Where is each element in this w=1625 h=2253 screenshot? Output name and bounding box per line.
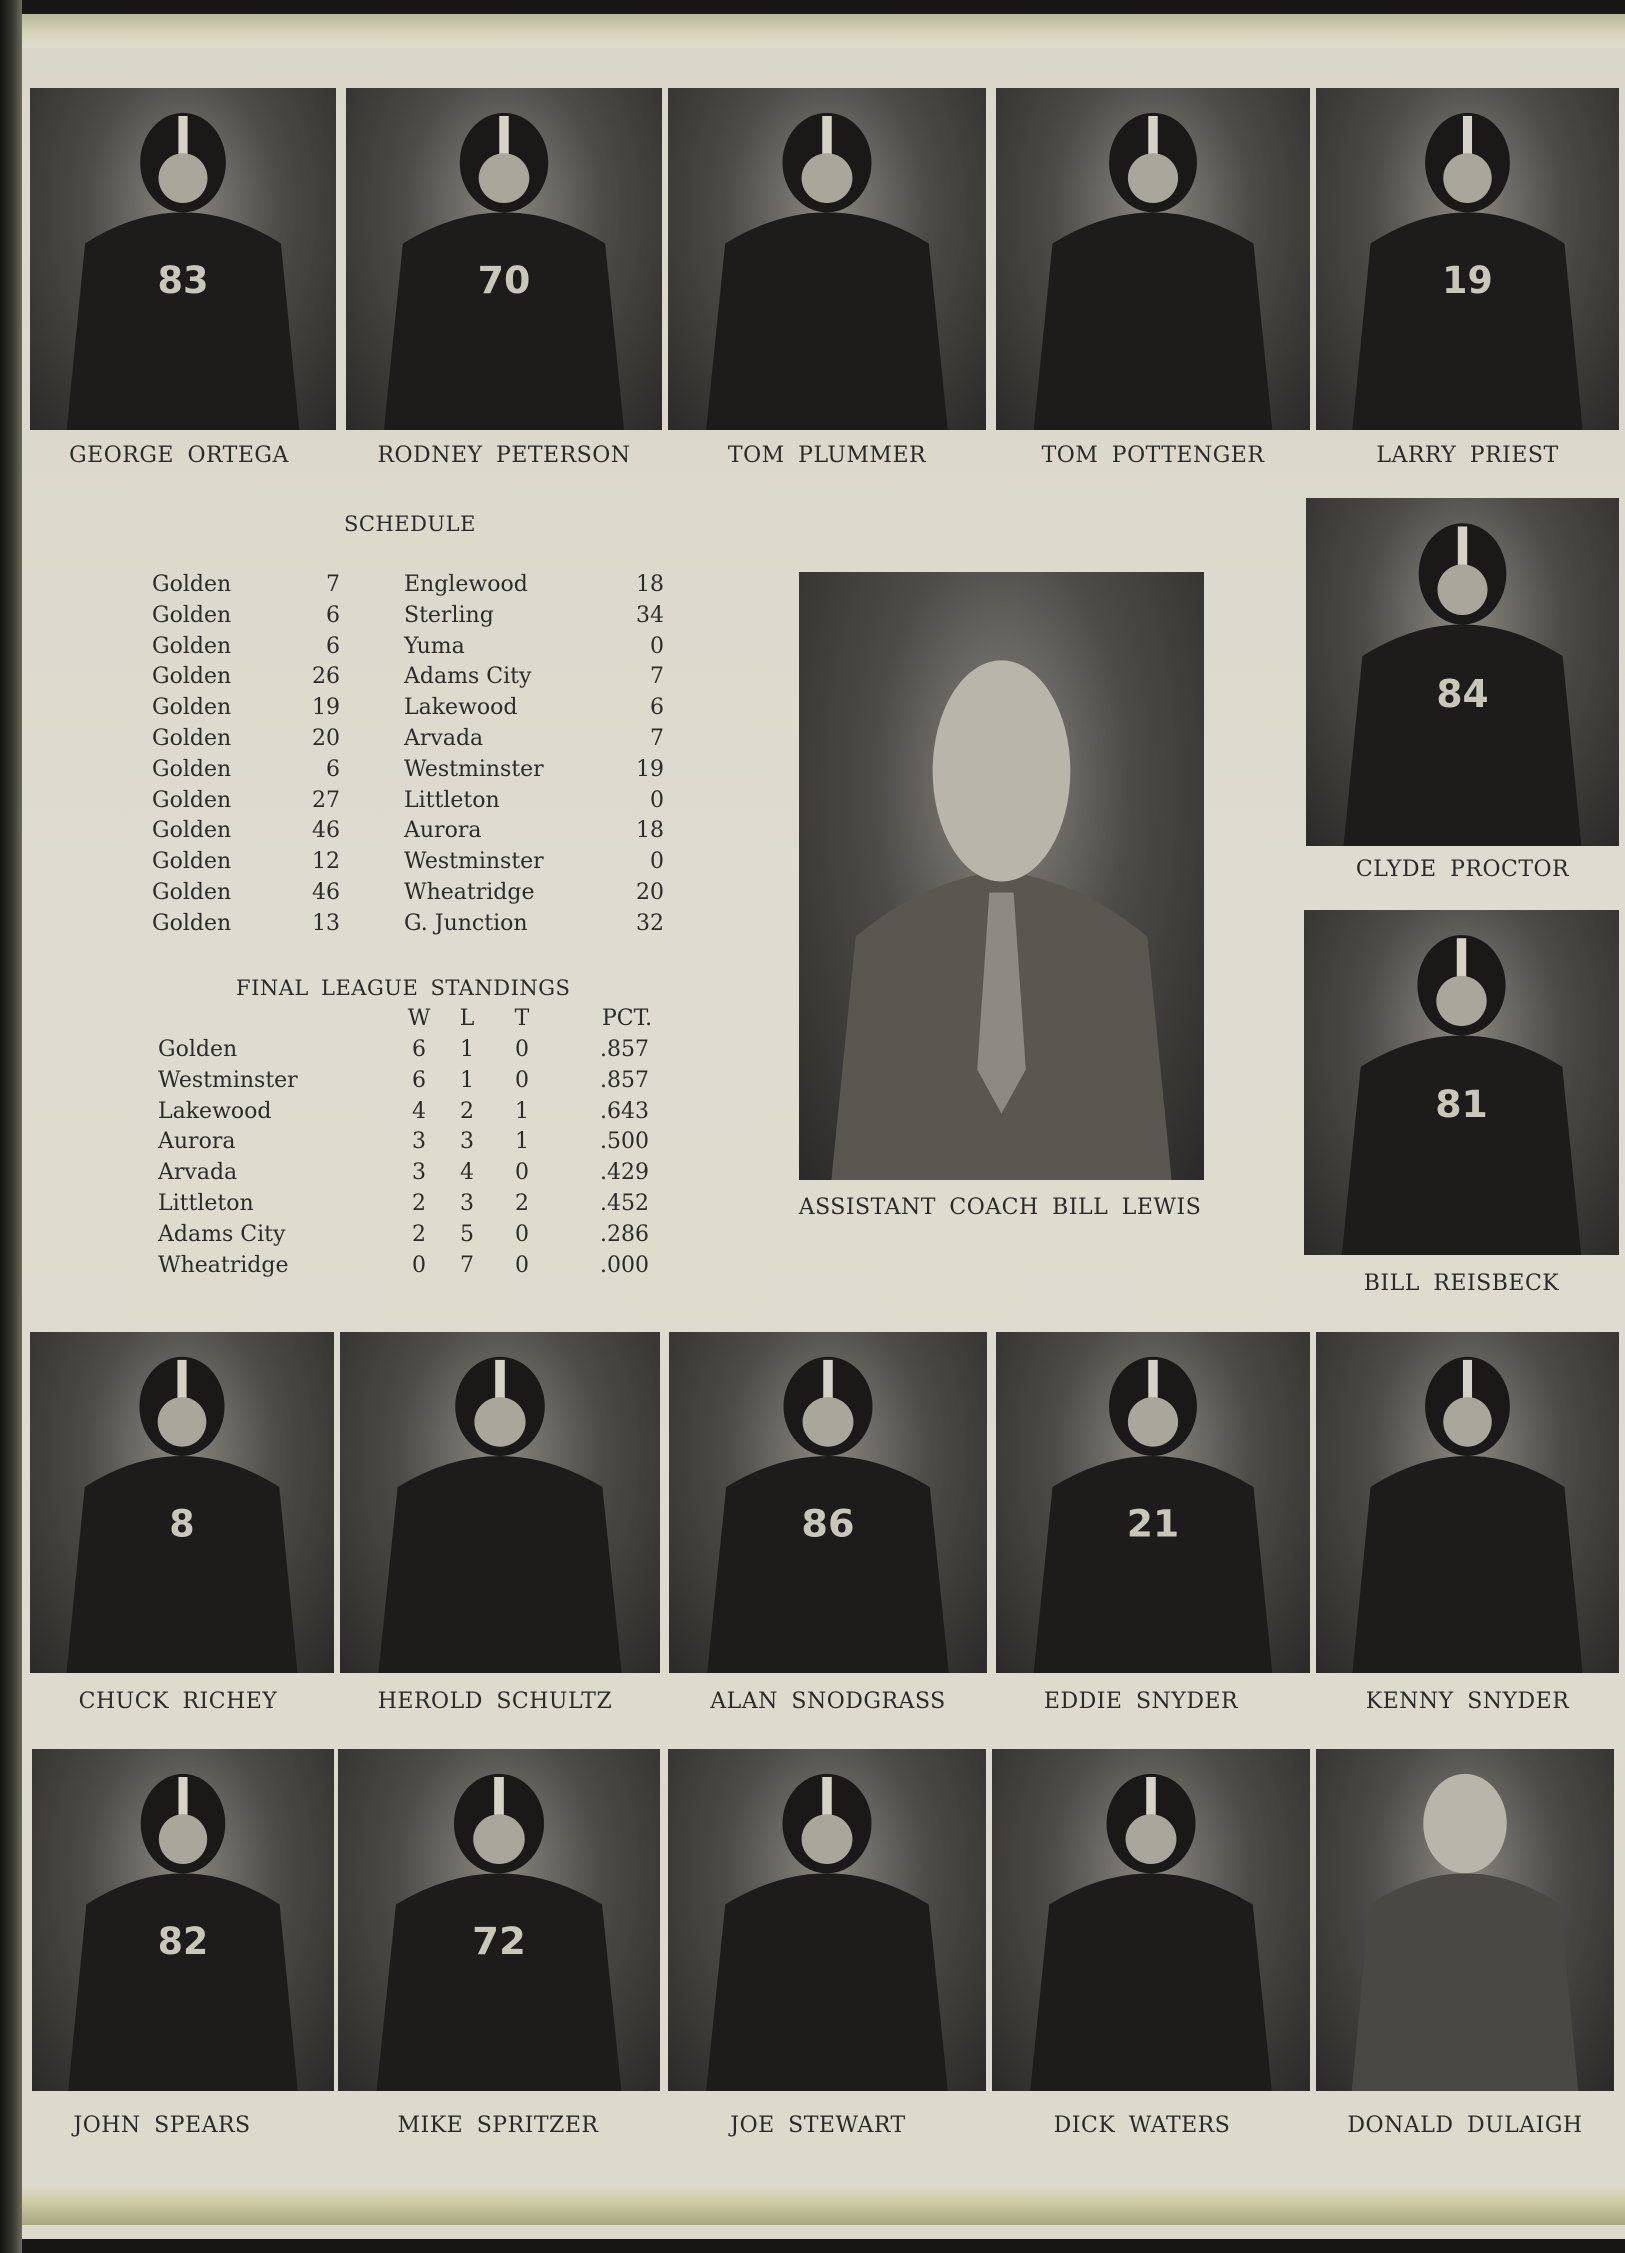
standings-pct: .500 <box>600 1129 649 1154</box>
schedule-opponent: Englewood <box>404 572 528 597</box>
schedule-title: SCHEDULE <box>344 512 476 536</box>
standings-team: Aurora <box>158 1129 236 1154</box>
player-caption: GEORGE ORTEGA <box>69 443 289 468</box>
jersey-number: 8 <box>169 1502 195 1546</box>
player-caption: MIKE SPRITZER <box>397 2113 599 2138</box>
schedule-opponent-score: 19 <box>636 757 664 782</box>
schedule-opponent-score: 32 <box>636 911 664 936</box>
schedule-team: Golden <box>152 726 232 751</box>
schedule-team: Golden <box>152 634 232 659</box>
schedule-opponent-score: 34 <box>636 603 664 628</box>
schedule-opponent-score: 0 <box>650 634 664 659</box>
schedule-opponent-score: 7 <box>650 726 664 751</box>
player-caption: TOM POTTENGER <box>1041 443 1265 468</box>
schedule-opponent: Littleton <box>404 788 500 813</box>
jersey-number: 19 <box>1442 258 1493 303</box>
schedule-opponent-score: 6 <box>650 695 664 720</box>
player-photo-pottenger <box>996 88 1310 430</box>
player-photo-reisbeck <box>1304 910 1619 1255</box>
standings-ties: 0 <box>515 1253 529 1278</box>
player-photo-snodgrass <box>669 1332 987 1673</box>
schedule-score: 20 <box>312 726 340 751</box>
coach-photo <box>799 572 1204 1180</box>
player-photo-plummer <box>668 88 986 430</box>
standings-pct: .857 <box>600 1068 649 1093</box>
player-photo-proctor <box>1306 498 1619 846</box>
schedule-team: Golden <box>152 788 232 813</box>
player-caption: KENNY SNYDER <box>1365 1689 1570 1714</box>
player-photo-dulaigh <box>1316 1749 1614 2091</box>
player-photo-spears <box>32 1749 334 2091</box>
schedule-opponent: Arvada <box>404 726 484 751</box>
player-caption: JOHN SPEARS <box>73 2113 251 2138</box>
standings-ties: 1 <box>515 1129 529 1154</box>
schedule-score: 6 <box>326 634 340 659</box>
schedule-opponent: Westminster <box>404 757 544 782</box>
standings-ties: 0 <box>515 1037 529 1062</box>
standings-wins: 4 <box>412 1099 426 1124</box>
coach-caption: ASSISTANT COACH BILL LEWIS <box>798 1195 1202 1220</box>
schedule-opponent: Sterling <box>404 603 494 628</box>
standings-pct: .429 <box>600 1160 649 1185</box>
player-caption: JOE STEWART <box>730 2113 906 2138</box>
standings-pct: .857 <box>600 1037 649 1062</box>
schedule-team: Golden <box>152 818 232 843</box>
schedule-team: Golden <box>152 572 232 597</box>
schedule-score: 46 <box>312 818 340 843</box>
schedule-opponent-score: 0 <box>650 788 664 813</box>
player-photo-kenny-snyder <box>1316 1332 1619 1673</box>
player-caption: CHUCK RICHEY <box>78 1689 278 1714</box>
standings-losses: 1 <box>460 1037 474 1062</box>
standings-wins: 2 <box>412 1222 426 1247</box>
player-caption: TOM PLUMMER <box>727 443 927 468</box>
schedule-score: 6 <box>326 603 340 628</box>
standings-ties: 0 <box>515 1068 529 1093</box>
schedule-opponent-score: 20 <box>636 880 664 905</box>
player-photo-spritzer <box>338 1749 660 2091</box>
player-caption: RODNEY PETERSON <box>377 443 631 468</box>
player-caption: ALAN SNODGRASS <box>710 1689 946 1714</box>
schedule-opponent-score: 0 <box>650 849 664 874</box>
schedule-opponent: Yuma <box>404 634 465 659</box>
standings-team: Wheatridge <box>158 1253 289 1278</box>
schedule-team: Golden <box>152 695 232 720</box>
standings-ties: 0 <box>515 1160 529 1185</box>
player-caption: HEROLD SCHULTZ <box>377 1689 613 1714</box>
standings-wins: 6 <box>412 1037 426 1062</box>
standings-losses: 3 <box>460 1191 474 1216</box>
schedule-team: Golden <box>152 880 232 905</box>
standings-losses: 2 <box>460 1099 474 1124</box>
player-photo-ortega <box>30 88 336 430</box>
jersey-number: 83 <box>157 258 209 303</box>
player-photo-schultz <box>340 1332 660 1673</box>
player-photo-richey <box>30 1332 334 1673</box>
standings-pct: .000 <box>600 1253 649 1278</box>
standings-title: FINAL LEAGUE STANDINGS <box>236 976 571 1000</box>
standings-header-l: L <box>459 1006 475 1031</box>
schedule-score: 19 <box>312 695 340 720</box>
schedule-score: 26 <box>312 664 340 689</box>
schedule-team: Golden <box>152 849 232 874</box>
standings-team: Lakewood <box>158 1099 272 1124</box>
standings-pct: .286 <box>600 1222 649 1247</box>
player-photo-eddie-snyder <box>996 1332 1310 1673</box>
schedule-team: Golden <box>152 664 232 689</box>
standings-losses: 5 <box>460 1222 474 1247</box>
schedule-opponent-score: 7 <box>650 664 664 689</box>
jersey-number: 86 <box>801 1502 855 1546</box>
schedule-opponent-score: 18 <box>636 572 664 597</box>
schedule-score: 27 <box>312 788 340 813</box>
jersey-number: 72 <box>472 1919 526 1964</box>
schedule-team: Golden <box>152 757 232 782</box>
standings-wins: 6 <box>412 1068 426 1093</box>
standings-wins: 0 <box>412 1253 426 1278</box>
standings-pct: .643 <box>600 1099 649 1124</box>
schedule-opponent: Lakewood <box>404 695 518 720</box>
player-caption: LARRY PRIEST <box>1376 443 1559 468</box>
standings-ties: 0 <box>515 1222 529 1247</box>
player-photo-peterson <box>346 88 662 430</box>
standings-team: Adams City <box>158 1222 286 1247</box>
standings-losses: 7 <box>460 1253 474 1278</box>
schedule-team: Golden <box>152 603 232 628</box>
standings-losses: 1 <box>460 1068 474 1093</box>
schedule-opponent: Wheatridge <box>404 880 535 905</box>
jersey-number: 21 <box>1126 1501 1180 1546</box>
schedule-opponent: Aurora <box>404 818 482 843</box>
page-top-edge <box>22 14 1625 48</box>
schedule-score: 13 <box>312 911 340 936</box>
standings-team: Golden <box>158 1037 238 1062</box>
schedule-score: 7 <box>326 572 340 597</box>
standings-pct: .452 <box>600 1191 649 1216</box>
page-bottom-edge <box>22 2185 1625 2225</box>
standings-losses: 4 <box>460 1160 474 1185</box>
schedule-opponent: G. Junction <box>404 911 528 936</box>
player-photo-priest <box>1316 88 1619 430</box>
standings-team: Littleton <box>158 1191 254 1216</box>
player-caption: BILL REISBECK <box>1363 1271 1560 1296</box>
jersey-number: 70 <box>477 258 531 303</box>
player-caption: DONALD DULAIGH <box>1347 2113 1583 2138</box>
book-spine <box>0 0 22 2253</box>
player-caption: EDDIE SNYDER <box>1043 1689 1239 1714</box>
jersey-number: 84 <box>1436 671 1489 716</box>
schedule-opponent-score: 18 <box>636 818 664 843</box>
player-caption: DICK WATERS <box>1053 2113 1231 2138</box>
standings-losses: 3 <box>460 1129 474 1154</box>
standings-wins: 3 <box>412 1160 426 1185</box>
standings-ties: 2 <box>515 1191 529 1216</box>
player-photo-stewart <box>668 1749 986 2091</box>
player-photo-waters <box>992 1749 1310 2091</box>
standings-team: Westminster <box>158 1068 298 1093</box>
jersey-number: 82 <box>157 1919 209 1964</box>
schedule-opponent: Adams City <box>404 664 532 689</box>
standings-team: Arvada <box>158 1160 238 1185</box>
player-caption: CLYDE PROCTOR <box>1355 857 1570 882</box>
jersey-number: 81 <box>1435 1082 1488 1126</box>
schedule-score: 46 <box>312 880 340 905</box>
schedule-score: 12 <box>312 849 340 874</box>
schedule-team: Golden <box>152 911 232 936</box>
standings-wins: 3 <box>412 1129 426 1154</box>
standings-ties: 1 <box>515 1099 529 1124</box>
standings-wins: 2 <box>412 1191 426 1216</box>
standings-header-t: T <box>514 1006 530 1031</box>
schedule-score: 6 <box>326 757 340 782</box>
standings-header-w: W <box>407 1006 431 1031</box>
schedule-opponent: Westminster <box>404 849 544 874</box>
standings-header-pct: PCT. <box>602 1006 653 1031</box>
